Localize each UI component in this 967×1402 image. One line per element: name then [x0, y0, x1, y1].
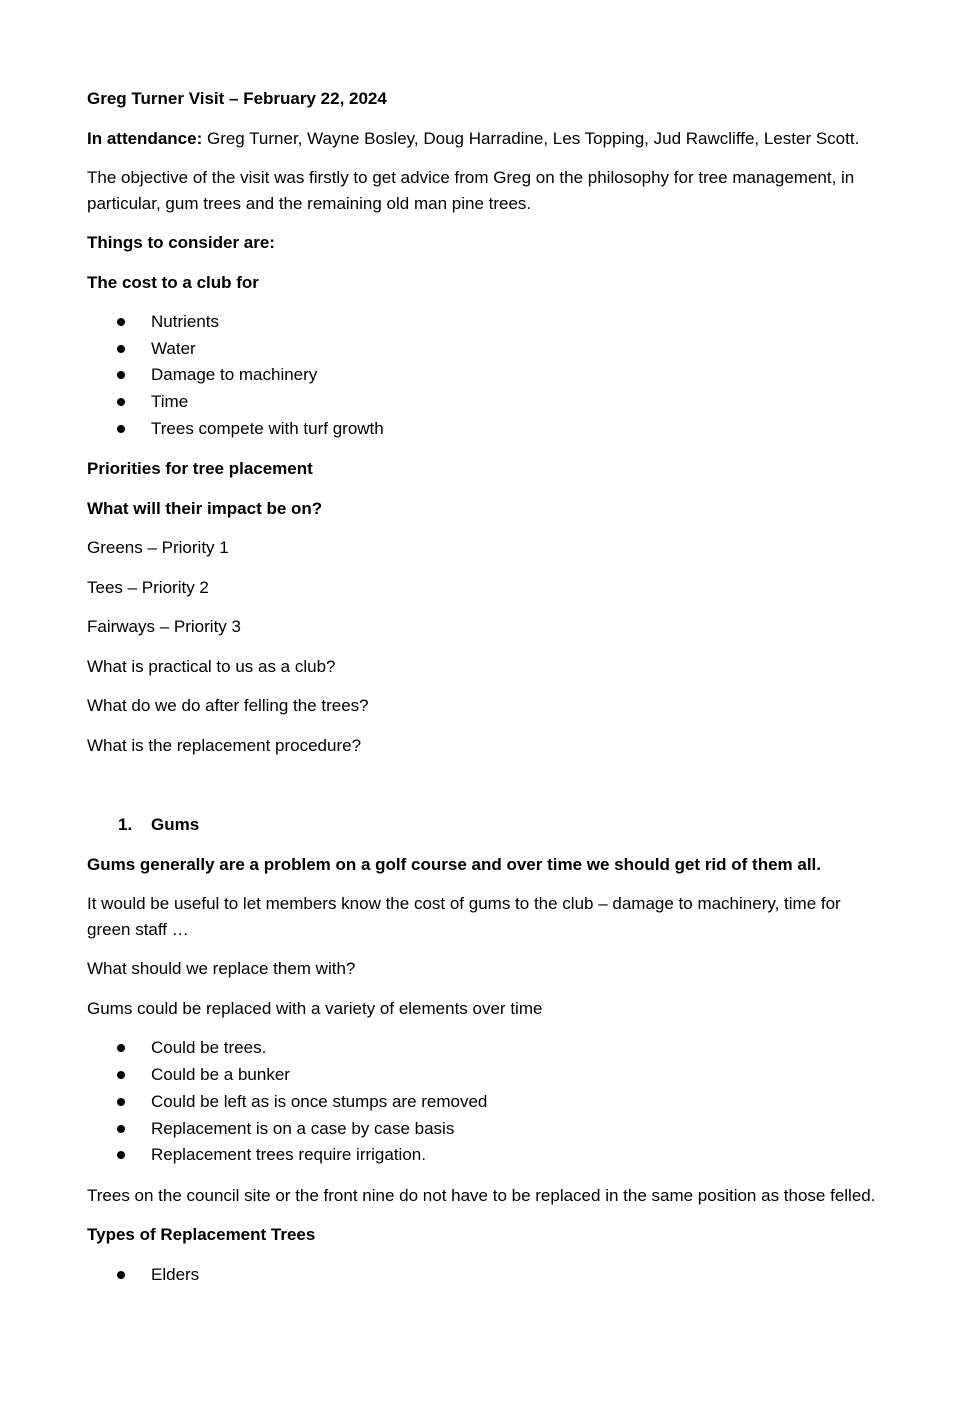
types-list: [87, 1262, 887, 1289]
council-note: Trees on the council site or the front nine do not have to be replaced in the same position as those felled.: [87, 1185, 876, 1205]
priority-line-tees: Tees – Priority 2: [87, 577, 209, 597]
spacer: [87, 772, 887, 812]
list-item: [87, 1089, 887, 1116]
list-item-text: Nutrients: [151, 312, 220, 331]
priorities-heading: Priorities for tree placement: [87, 459, 313, 479]
list-item: [87, 309, 887, 336]
replace-question: What should we replace them with?: [87, 959, 356, 979]
priority-line-greens: Greens – Priority 1: [87, 538, 229, 558]
gums-statement: Gums generally are a problem on a golf course and over time we should get rid of them all.: [87, 854, 821, 874]
list-item: [87, 1062, 887, 1089]
bullet-icon: [117, 425, 125, 433]
replace-intro: Gums could be replaced with a variety of elements over time: [87, 998, 543, 1018]
gums-cost-note: It would be useful to let members know the cost of gums to the club – damage to machinery, time for green staff …: [87, 894, 841, 939]
list-item: [87, 389, 887, 416]
list-item-text: Time: [151, 392, 189, 412]
list-item: [87, 336, 887, 363]
cost-list: [87, 309, 887, 442]
bullet-icon: [117, 1151, 125, 1159]
objective-paragraph: The objective of the visit was firstly to get advice from Greg on the philosophy for tree management, in particular, gum trees and the remaining old man pine trees.: [87, 168, 855, 213]
list-item-text: Trees compete with turf growth: [151, 418, 384, 438]
attendance-names: Greg Turner, Wayne Bosley, Doug Harradine, Les Topping, Jud Rawcliffe, Lester Scott.: [202, 128, 860, 148]
list-item-text: Damage to machinery: [151, 365, 318, 385]
bullet-icon: [117, 318, 125, 326]
list-item: [87, 1142, 887, 1169]
bullet-icon: [117, 1044, 125, 1052]
section-heading-gums: [87, 812, 887, 838]
bullet-icon: [117, 1098, 125, 1106]
bullet-icon: [117, 345, 125, 353]
attendance-paragraph: [87, 126, 887, 152]
bullet-icon: [117, 371, 125, 379]
priority-line-fairways: Fairways – Priority 3: [87, 617, 241, 637]
question-replacement: What is the replacement procedure?: [87, 735, 362, 755]
list-item: [87, 1035, 887, 1062]
bullet-icon: [117, 1125, 125, 1133]
list-item: [87, 416, 887, 443]
list-item-text: Could be a bunker: [151, 1065, 290, 1085]
list-item-text: Water: [151, 338, 196, 358]
cost-heading: The cost to a club for: [87, 272, 259, 292]
bullet-icon: [117, 1271, 125, 1279]
question-after-felling: What do we do after felling the trees?: [87, 696, 369, 716]
list-item-text: Replacement trees require irrigation.: [151, 1145, 426, 1165]
list-item-text: Could be trees.: [151, 1038, 267, 1058]
section-title: Gums: [151, 815, 200, 835]
list-item: [87, 362, 887, 389]
document-page: [87, 86, 887, 1303]
bullet-icon: [117, 398, 125, 406]
replace-list: [87, 1035, 887, 1168]
section-number: 1.: [118, 815, 133, 835]
list-item-text: Elders: [151, 1264, 200, 1284]
question-practical: What is practical to us as a club?: [87, 656, 336, 676]
list-item: [87, 1262, 887, 1289]
document-title: Greg Turner Visit – February 22, 2024: [87, 89, 387, 108]
attendance-label: In attendance:: [87, 128, 203, 148]
list-item: [87, 1116, 887, 1143]
list-item-text: Could be left as is once stumps are removed: [151, 1091, 488, 1111]
types-heading: Types of Replacement Trees: [87, 1225, 316, 1245]
things-heading: Things to consider are:: [87, 233, 275, 252]
list-item-text: Replacement is on a case by case basis: [151, 1118, 455, 1138]
impact-heading: What will their impact be on?: [87, 498, 323, 518]
bullet-icon: [117, 1071, 125, 1079]
